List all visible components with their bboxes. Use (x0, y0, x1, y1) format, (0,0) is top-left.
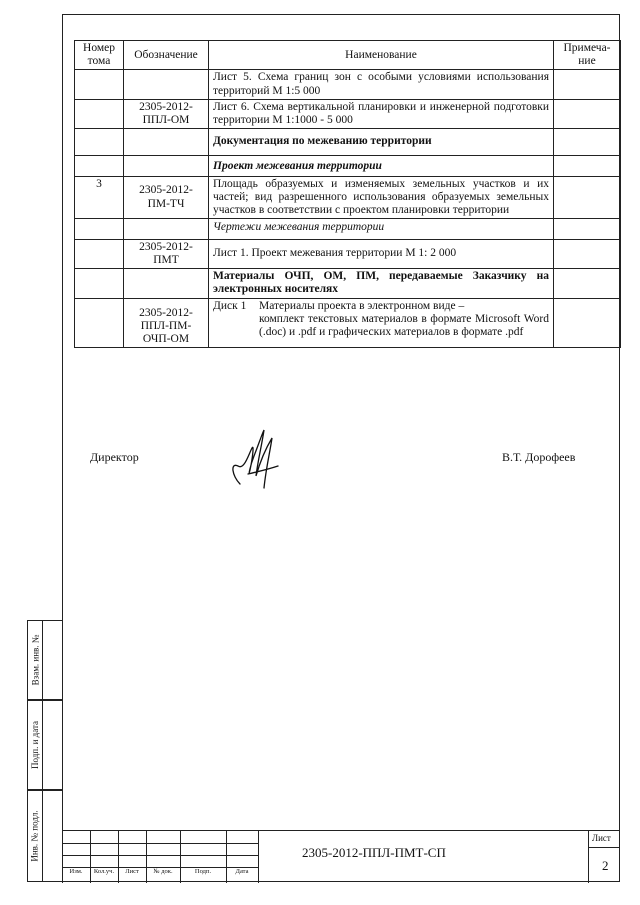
specification-table (74, 40, 621, 348)
caption-doc-number: № док. (153, 868, 173, 875)
subsection-heading: Чертежи межевания территории (209, 219, 554, 239)
note-cell (554, 239, 621, 268)
caption-date: Дата (235, 868, 249, 875)
note-cell (554, 129, 621, 155)
sheet-number: 2 (602, 858, 609, 873)
table-row (75, 298, 621, 348)
volume-cell (75, 239, 124, 268)
caption-sheet: Лист (125, 868, 139, 875)
volume-cell (75, 219, 124, 239)
caption-count: Кол.уч. (93, 868, 115, 875)
note-cell (554, 176, 621, 219)
code-cell: 2305-2012-ППЛ-ПМ-ОЧП-ОМ (124, 298, 209, 348)
side-cell-replacement (27, 620, 62, 700)
title-block (62, 830, 620, 883)
name-cell: Лист 6. Схема вертикальной планировки и инженерной подготовки территории М 1:1000 - 5 000 (209, 99, 554, 128)
header-designation: Обозначение (124, 41, 209, 70)
code-cell: 2305-2012-ПМТ (124, 239, 209, 268)
director-title: Директор (90, 450, 139, 464)
name-cell: Площадь образуемых и изменяемых земельных участков и их частей; вид разрешенного использования образуемых земельных участков в соответствии с проектом планировки территории (209, 176, 554, 219)
table-row (75, 176, 621, 219)
side-cell-original (27, 790, 62, 882)
note-cell (554, 155, 621, 176)
disk-line1: Материалы проекта в электронном виде – (259, 299, 465, 312)
code-cell: 2305-2012-ППЛ-ОМ (124, 99, 209, 128)
signer-name: В.Т. Дорофеев (502, 450, 576, 464)
subsection-heading: Проект межевания территории (209, 155, 554, 176)
disk-description: комплект текстовых материалов в формате Microsoft Word (.doc) и .pdf и графических материалов в формате .pdf (259, 312, 549, 338)
code-cell: 2305-2012-ПМ-ТЧ (124, 176, 209, 219)
name-cell (209, 298, 554, 348)
sheet-label: Лист (592, 833, 611, 843)
table-row (75, 239, 621, 268)
table-row (75, 70, 621, 99)
volume-cell (75, 99, 124, 128)
caption-sign: Подп. (194, 868, 212, 875)
header-name: Наименование (209, 41, 554, 70)
code-cell (124, 269, 209, 298)
volume-cell (75, 298, 124, 348)
table-row (75, 99, 621, 128)
table-header-row (75, 41, 621, 70)
side-label-original: Инв. № подл. (30, 810, 40, 862)
caption-change: Изм. (69, 868, 83, 875)
code-cell (124, 155, 209, 176)
code-cell (124, 129, 209, 155)
side-label-replacement: Взам. инв. № (30, 634, 40, 686)
table-row (75, 269, 621, 298)
section-heading: Материалы ОЧП, ОМ, ПМ, передаваемые Заказчику на электронных носителях (209, 269, 554, 298)
note-cell (554, 298, 621, 348)
code-cell (124, 70, 209, 99)
section-heading: Документация по межеванию территории (209, 129, 554, 155)
document-code: 2305-2012-ППЛ-ПМТ-СП (302, 845, 446, 860)
name-cell: Лист 5. Схема границ зон с особыми условиями использования территорий М 1:5 000 (209, 70, 554, 99)
code-cell (124, 219, 209, 239)
side-label-signature: Подп. и дата (30, 720, 40, 770)
handwritten-signature (226, 426, 290, 498)
volume-cell: 3 (75, 176, 124, 219)
header-note: Примеча-ние (554, 41, 621, 70)
volume-cell (75, 155, 124, 176)
disk-label: Диск 1 (213, 299, 247, 312)
volume-cell (75, 70, 124, 99)
table-row (75, 219, 621, 239)
note-cell (554, 269, 621, 298)
header-volume: Номер тома (75, 41, 124, 70)
note-cell (554, 70, 621, 99)
table-row (75, 155, 621, 176)
side-stamp (27, 620, 62, 882)
side-cell-signature (27, 700, 62, 790)
volume-cell (75, 269, 124, 298)
name-cell: Лист 1. Проект межевания территории М 1: 2 000 (209, 239, 554, 268)
volume-cell (75, 129, 124, 155)
note-cell (554, 99, 621, 128)
note-cell (554, 219, 621, 239)
table-row (75, 129, 621, 155)
